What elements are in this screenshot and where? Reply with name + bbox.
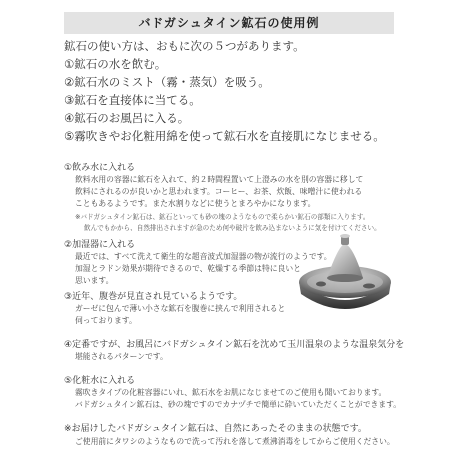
footnote-line: ご使用前にタワシのようなもので洗って汚れを落して煮沸消毒をしてからご使用ください。	[75, 437, 395, 446]
section-humidifier-body-line: 加湿とラドン効果が期待できるので、乾燥する季節は特に良いと	[75, 264, 301, 273]
intro-item-contact: ③鉱石を直接体に当てる。	[64, 93, 201, 107]
section-pillow-heading: ③近年、腹巻が見直され見ているようです。	[64, 292, 243, 302]
section-humidifier-heading: ②加湿器に入れる	[64, 240, 136, 250]
intro-item-mist: ②鉱石水のミスト（霧・蒸気）を吸う。	[64, 75, 270, 89]
section-bath-body-line: 堪能されるパターンです。	[75, 352, 168, 361]
section-drink-heading: ①飲み水に入れる	[64, 163, 136, 173]
section-cosmetic-body-line: バドガシュタイン鉱石は、砂の塊ですのでカナヅチで簡単に砕いていただくことができます。	[75, 400, 402, 409]
humidifier-illustration	[295, 232, 395, 314]
section-humidifier-body-line: 思います。	[75, 276, 114, 285]
section-humidifier-body-line: 最近では、すべて洗えて衛生的な超音波式加湿器の物が流行のようです。	[75, 252, 332, 261]
section-drink-note-line: ※バドガシュタイン鉱石は、鉱石といっても砂の塊のようなもので柔らかい鉱石の部類に入ります。	[75, 213, 370, 221]
footnote-line: ※お届けしたバドガシュタイン鉱石は、自然にあったそのままの状態です。	[64, 424, 367, 434]
intro-item-bath: ④鉱石のお風呂に入る。	[64, 111, 190, 125]
intro-item-cosmetic: ⑤霧吹きやお化粧用綿を使って鉱石水を直接肌になじませる。	[64, 129, 385, 143]
section-drink-body-line: 飲料水用の容器に鉱石を入れて、約２時間程置いて上澄みの水を別の容器に移して	[75, 175, 364, 184]
section-drink-body-line: 飲料にされるのが良いかと思われます。コーヒー、お茶、炊飯、味噌汁に使われる	[75, 187, 363, 196]
intro-line: 鉱石の使い方は、おもに次の５つがあります。	[64, 39, 305, 53]
section-drink-note-line: 飲んでもかから、自然排出されますが急のため何や破片を飲み込まないように気を付けてください。	[84, 224, 381, 232]
section-pillow-body-line: 伺っております。	[75, 316, 137, 325]
section-bath-heading: ④定番ですが、お風呂にバドガシュタイン鉱石を沈めて玉川温泉のような温泉気分を	[64, 340, 405, 350]
section-pillow-body-line: ガーゼに包んで薄い小さな鉱石を腹巻に挟んで利用されると	[75, 304, 286, 313]
intro-item-drink: ①鉱石の水を飲む。	[64, 57, 167, 71]
section-cosmetic-heading: ⑤化粧水に入れる	[64, 376, 136, 386]
title-bar	[64, 12, 394, 34]
page-title: バドガシュタイン鉱石の使用例	[138, 16, 320, 30]
section-cosmetic-body-line: 霧吹きタイプの化粧容器にいれ、鉱石水をお肌になじませてのご使用も聞いております。	[75, 388, 387, 397]
section-drink-body-line: こともあるようです。また水割りなどに使うとまろやかになります。	[75, 199, 316, 208]
